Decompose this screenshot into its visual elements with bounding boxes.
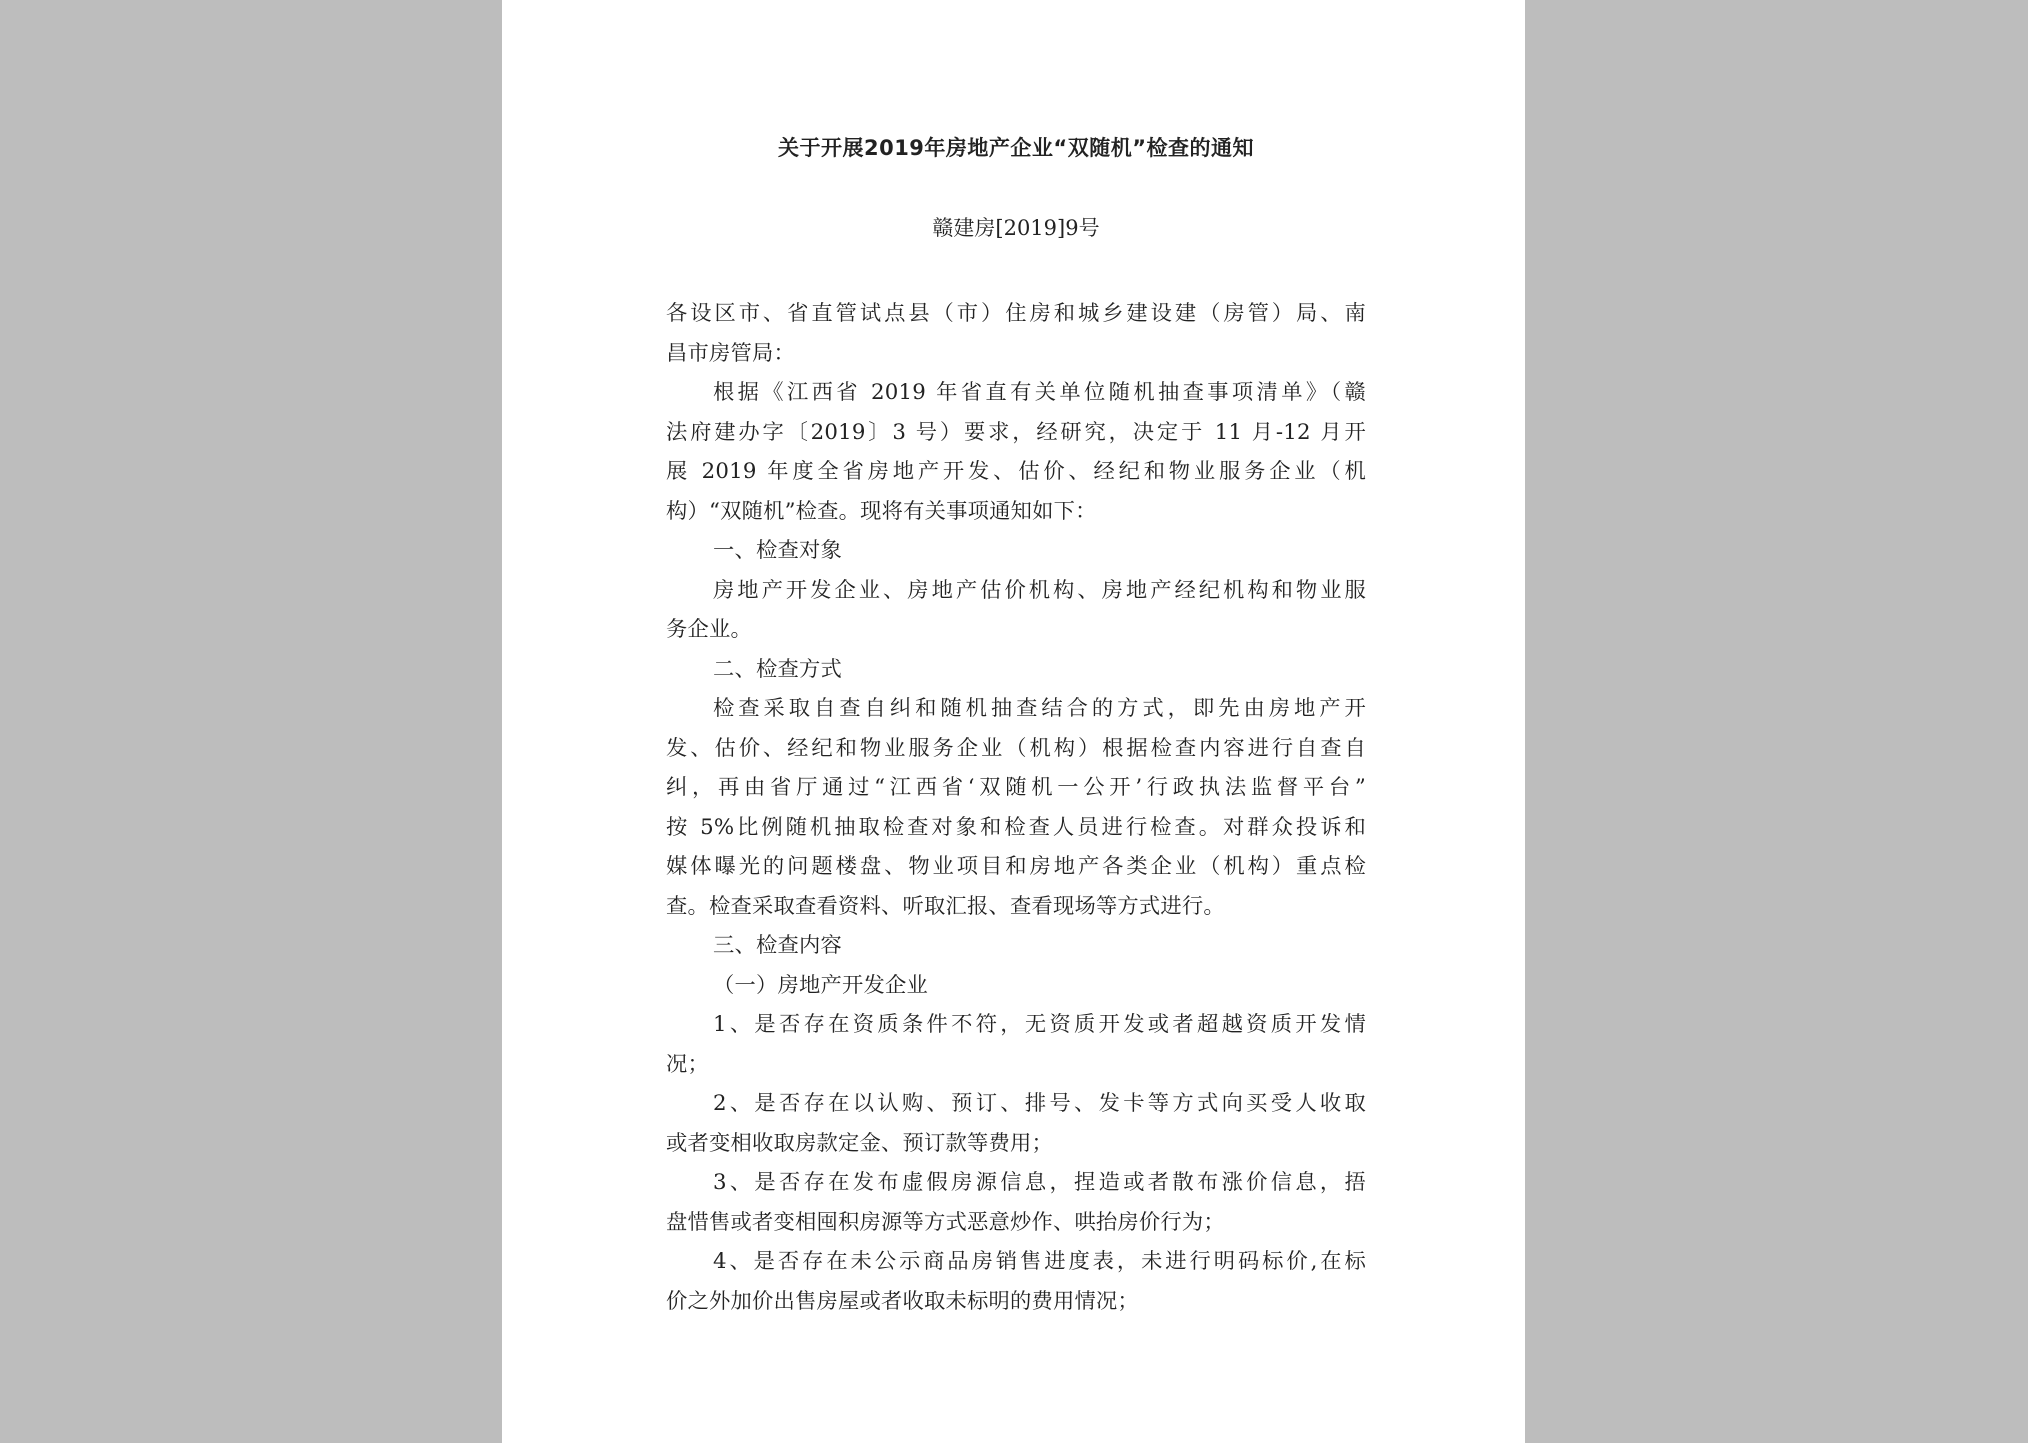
body-line: 务企业。 (666, 617, 752, 642)
document-content (666, 128, 1366, 1321)
body-line: 3、是否存在发布虚假房源信息，捏造或者散布涨价信息，捂 (713, 1170, 1366, 1195)
body-line: 价之外加价出售房屋或者收取未标明的费用情况； (666, 1288, 1139, 1314)
body-line: 房地产开发企业、房地产估价机构、房地产经纪机构和物业服 (713, 577, 1366, 603)
body-line: 发、估价、经纪和物业服务企业（机构）根据检查内容进行自查自 (666, 735, 1366, 761)
body-line: 2、是否存在以认购、预订、排号、发卡等方式向买受人收取 (713, 1091, 1366, 1116)
body-line: 根据《江西省 2019 年省直有关单位随机抽查事项清单》（赣 (713, 380, 1366, 405)
body-line: 纠，再由省厅通过“江西省‘双随机一公开’行政执法监督平台” (666, 775, 1366, 800)
document-body (666, 294, 1366, 1321)
body-line: 媒体曝光的问题楼盘、物业项目和房地产各类企业（机构）重点检 (666, 854, 1366, 879)
body-line: 展 2019 年度全省房地产开发、估价、经纪和物业服务企业（机 (666, 459, 1366, 484)
body-line: 各设区市、省直管试点县（市）住房和城乡建设建（房管）局、南 (666, 301, 1366, 326)
body-line: 法府建办字〔2019〕3 号）要求，经研究，决定于 11 月-12 月开 (666, 419, 1366, 445)
body-line: （一）房地产开发企业 (713, 972, 928, 998)
body-line: 构）“双随机”检查。现将有关事项通知如下： (666, 498, 1097, 524)
body-line: 昌市房管局： (666, 340, 795, 366)
document-page (502, 0, 1525, 1443)
body-line: 查。检查采取查看资料、听取汇报、查看现场等方式进行。 (666, 893, 1225, 919)
body-line: 二、检查方式 (713, 656, 842, 682)
body-line: 或者变相收取房款定金、预订款等费用； (666, 1130, 1053, 1156)
body-line: 况； (666, 1051, 709, 1077)
document-number: 赣建房[2019]9号 (932, 216, 1100, 240)
body-line: 三、检查内容 (713, 933, 842, 958)
body-line: 按 5%比例随机抽取检查对象和检查人员进行检查。对群众投诉和 (666, 814, 1366, 840)
body-line: 1、是否存在资质条件不符，无资质开发或者超越资质开发情 (713, 1012, 1366, 1037)
body-line: 检查采取自查自纠和随机抽查结合的方式，即先由房地产开 (713, 696, 1366, 721)
body-line: 盘惜售或者变相囤积房源等方式恶意炒作、哄抬房价行为； (666, 1209, 1225, 1235)
body-line: 4、是否存在未公示商品房销售进度表，未进行明码标价,在标 (713, 1249, 1366, 1274)
document-title: 关于开展2019年房地产企业“双随机”检查的通知 (777, 136, 1255, 160)
body-line: 一、检查对象 (713, 538, 842, 563)
